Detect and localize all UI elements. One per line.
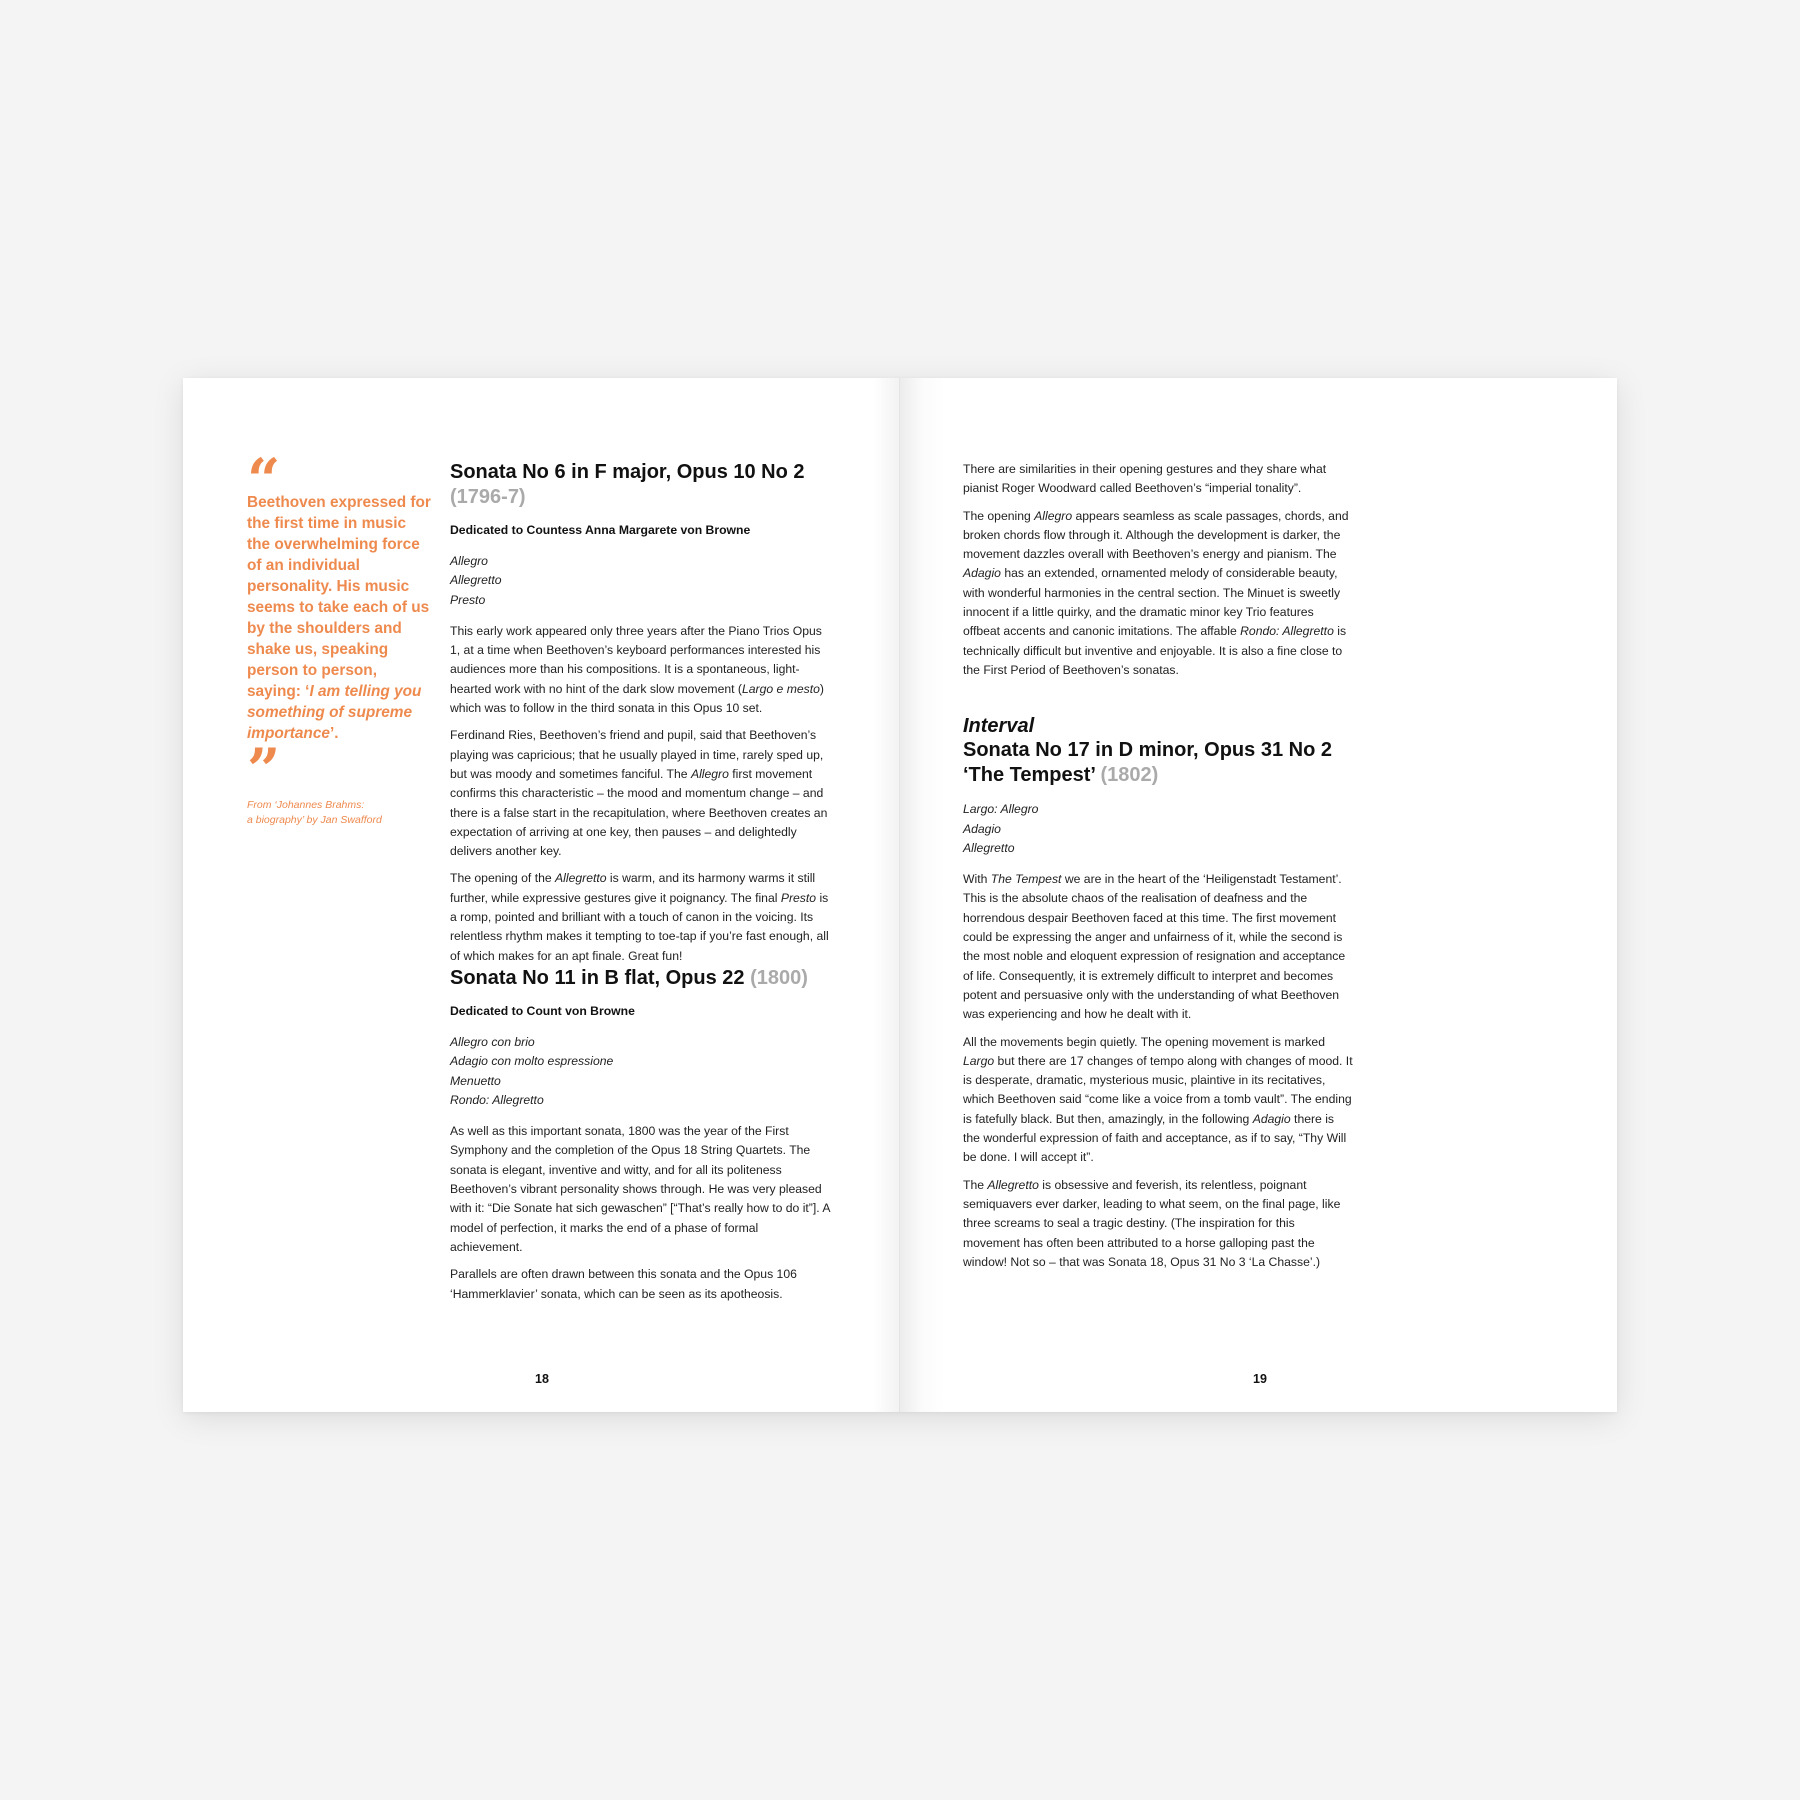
pull-quote-emphasis: I am telling you something of supreme importance <box>247 683 422 742</box>
text-run: The <box>963 1177 988 1192</box>
sonata17-movements <box>963 800 1353 858</box>
italic-run: Allegro <box>1034 508 1073 523</box>
sonata11-title: Sonata No 11 in B flat, Opus 22 <box>450 966 745 989</box>
continued-paragraph-2 <box>963 507 1353 681</box>
sonata11-dedication: Dedicated to Count von Browne <box>450 1003 635 1018</box>
pull-quote-source-line2: a biography’ by Jan Swafford <box>247 814 382 826</box>
sonata6-paragraph-2 <box>450 726 832 861</box>
movement-item: Menuetto <box>450 1073 501 1088</box>
left-text-column <box>450 460 832 1304</box>
text-run: The opening of the <box>450 871 556 886</box>
sonata17-paragraph-1 <box>963 870 1353 1024</box>
page-number-right: 19 <box>1253 1372 1267 1386</box>
close-quote-mark: ” <box>247 736 275 804</box>
pull-quote-source-line1: From ‘Johannes Brahms: <box>247 799 365 811</box>
sonata6-year: (1796-7) <box>450 486 526 508</box>
text-run: has an extended, ornamented melody of considerable beauty, with wonderful harmonies in the central section. The Minuet is sweetly innocent if a little quirky, and the dramatic minor key Trio features offbeat accents and canonic imitations. The affable <box>963 566 1341 639</box>
movement-item: Allegro <box>450 554 488 568</box>
pull-quote-source <box>247 798 432 828</box>
text-run: there is the wonderful expression of faith and acceptance, as if to say, “Thy Will be done. I will accept it”. <box>963 1111 1347 1165</box>
sonata17-title-line1: Sonata No 17 in D minor, Opus 31 No 2 <box>963 739 1332 762</box>
text-run: This early work appeared only three years after the Piano Trios Opus 1, at a time when Beethoven’s keyboard performances interested his audiences more than his compositions. It is a spontaneous, light-hearted work with no hint of the dark slow movement ( <box>450 623 822 696</box>
text-run: is technically difficult but inventive and enjoyable. It is also a fine close to the First Period of Beethoven’s sonatas. <box>963 624 1347 677</box>
right-text-column <box>963 460 1353 1272</box>
text-run: but there are 17 changes of tempo along with changes of mood. It is desperate, dramatic, mysterious music, plaintive in its recitatives, which Beethoven said “come like a voice from a tomb vault”. The ending is fatefully black. But then, amazingly, in the following <box>963 1053 1353 1126</box>
text-run: All the movements begin quietly. The opening movement is marked <box>963 1034 1325 1049</box>
text-run: is obsessive and feverish, its relentless, poignant semiquavers ever darker, leading to what seem, on the final page, like three screams to seal a tragic destiny. (The inspiration for this movement has often been attributed to a horse galloping past the window! Not so – that was Sonata 18, Opus 31 No 3 ‘La Chasse’.) <box>963 1177 1341 1269</box>
sonata6-paragraph-3 <box>450 869 832 965</box>
text-run: we are in the heart of the ‘Heiligenstadt Testament’. This is the absolute chaos of the realisation of deafness and the horrendous despair Beethoven faced at this time. The first movement could be expressing the anger and unfairness of it, while the second is the most noble and eloquent expression of resignation and acceptance of life. Consequently, it is extremely difficult to interpret and becomes potent and persuasive only with the understanding of what Beethoven was experiencing and how he dealt with it. <box>963 872 1346 1022</box>
pull-quote-plain: Beethoven expressed for the first time in music the overwhelming force of an individual personality. His music seems to take each of us by the shoulders and shake us, speaking person to person, saying: ‘ <box>247 494 431 700</box>
open-quote-mark: “ <box>247 446 275 514</box>
italic-run: Largo <box>963 1053 995 1068</box>
sonata6-paragraph-1 <box>450 622 832 718</box>
italic-run: Presto <box>780 890 817 905</box>
sonata11-paragraph-2: Parallels are often drawn between this sonata and the Opus 106 ‘Hammerklavier’ sonata, which can be seen as its apotheosis. <box>450 1267 797 1301</box>
pull-quote <box>247 446 432 828</box>
text-run: ) which was to follow in the third sonata in this Opus 10 set. <box>450 681 824 716</box>
text-run: Ferdinand Ries, Beethoven’s friend and pupil, said that Beethoven’s playing was capricious; that he usually played in time, rarely sped up, but was moody and sometimes fanciful. The <box>450 728 824 781</box>
sonata11-movements <box>450 1033 832 1110</box>
sonata17-title-line2: ‘The Tempest’ <box>963 764 1095 787</box>
text-run: appears seamless as scale passages, chords, and broken chords flow through it. Although the development is darker, the movement dazzles overall with Beethoven’s energy and pianism. The <box>963 508 1349 562</box>
movement-item: Largo: Allegro <box>963 802 1039 817</box>
pull-quote-text <box>247 492 432 744</box>
text-run: The opening <box>963 508 1035 523</box>
text-run: first movement confirms this characteristic – the mood and momentum change – and there is a false start in the recapitulation, where Beethoven creates an expectation of arriving at one key, then pauses – and delightedly delivers another key. <box>450 766 828 859</box>
right-page <box>900 378 1617 1412</box>
italic-run: Allegretto <box>555 871 607 886</box>
italic-run: Allegretto <box>987 1177 1039 1192</box>
italic-run: The Tempest <box>990 872 1062 887</box>
movement-item: Allegretto <box>450 573 502 588</box>
movement-item: Adagio <box>963 821 1001 836</box>
movement-item: Allegro con brio <box>450 1034 535 1049</box>
pull-quote-end: ’. <box>329 725 339 742</box>
text-run: is a romp, pointed and brilliant with a touch of canon in the voicing. Its relentless rhythm makes it tempting to toe-tap if you’re fast enough, all of which makes for an apt finale. Great fun! <box>450 890 829 963</box>
page-number-left: 18 <box>535 1372 549 1386</box>
italic-run: Rondo: Allegretto <box>1240 624 1334 639</box>
sonata17-paragraph-3 <box>963 1176 1353 1272</box>
book-spread <box>183 378 1617 1412</box>
sonata11-paragraph-1: As well as this important sonata, 1800 was the year of the First Symphony and the completion of the Opus 18 String Quartets. The sonata is elegant, inventive and witty, and for all its politeness Beethoven’s vibrant personality shows through. He was very pleased with it: “Die Sonate hat sich gewaschen” [“That’s really how to do it”]. A model of perfection, it marks the end of a phase of formal achievement. <box>450 1124 830 1254</box>
italic-run: Adagio <box>963 566 1001 581</box>
sonata17-year: (1802) <box>1100 764 1159 787</box>
movement-item: Adagio con molto espressione <box>450 1054 614 1069</box>
left-page <box>183 378 900 1412</box>
text-run: is warm, and its harmony warms it still further, while expressive gestures give it poignancy. The final <box>450 871 816 905</box>
sonata17-heading <box>963 738 1353 788</box>
sonata11-heading <box>450 966 832 991</box>
italic-run: Allegro <box>690 766 729 781</box>
movement-item: Rondo: Allegretto <box>450 1092 544 1107</box>
sonata6-heading <box>450 460 832 510</box>
text-run: With <box>963 872 991 887</box>
movement-item: Presto <box>450 592 486 607</box>
italic-run: Largo e mesto <box>741 681 820 696</box>
sonata6-dedication: Dedicated to Countess Anna Margarete von Browne <box>450 523 751 537</box>
movement-item: Allegretto <box>963 840 1015 855</box>
sonata6-title: Sonata No 6 in F major, Opus 10 No 2 <box>450 461 805 483</box>
interval-heading: Interval <box>963 715 1035 738</box>
italic-run: Adagio <box>1252 1111 1291 1126</box>
sonata6-movements <box>450 552 832 610</box>
sonata17-paragraph-2 <box>963 1033 1353 1168</box>
continued-paragraph-1: There are similarities in their opening gestures and they share what pianist Roger Woodward called Beethoven’s “imperial tonality”. <box>963 462 1327 496</box>
sonata11-year: (1800) <box>750 966 808 989</box>
